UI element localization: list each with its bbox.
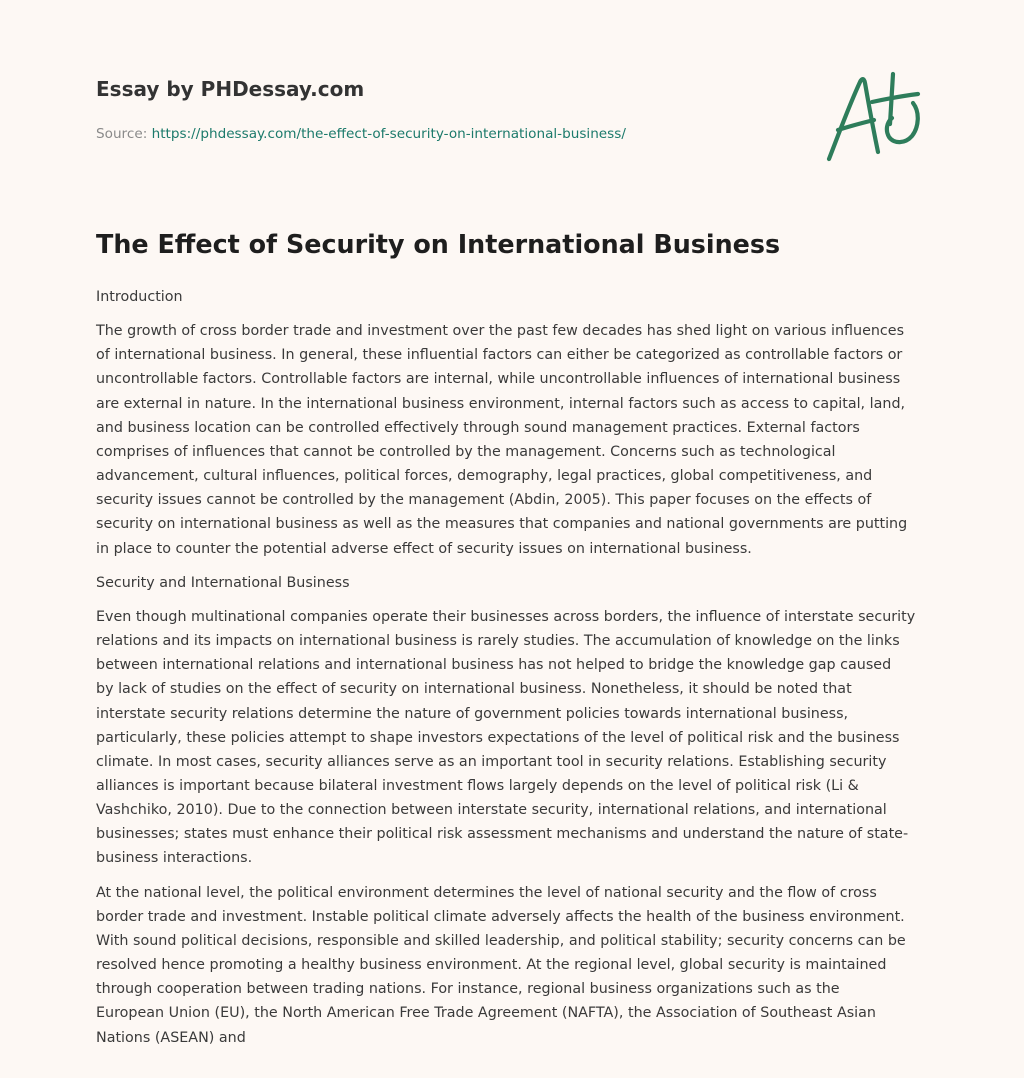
paragraph-line: At the national level, the political environment determines the level of national security and the flow of cross <box>96 884 877 901</box>
paragraph-line: advancement, cultural influences, political forces, demography, legal practices, global competitiveness, and <box>96 468 873 485</box>
source-link[interactable]: https://phdessay.com/the-effect-of-security-on-international-business/ <box>151 126 626 142</box>
paragraph-line: Vashchiko, 2010). Due to the connection between interstate security, international relations, and international <box>96 802 887 819</box>
paragraph-line: The growth of cross border trade and investment over the past few decades has shed light on various influences <box>96 323 905 340</box>
page-header <box>96 74 796 144</box>
paragraph-1 <box>96 319 936 561</box>
paragraph-line: Nations (ASEAN) and <box>96 1029 246 1046</box>
paragraph-line: European Union (EU), the North American Free Trade Agreement (NAFTA), the Association of Southeast Asian <box>96 1005 876 1022</box>
paragraph-line: uncontrollable factors. Controllable factors are internal, while uncontrollable influences of international business <box>96 371 901 388</box>
paragraph-line: and business location can be controlled effectively through sound management practices. External factors <box>96 419 860 436</box>
paragraph-line: by lack of studies on the effect of security on international business. Nonetheless, it should be noted that <box>96 681 852 698</box>
paragraph-line: security issues cannot be controlled by the management (Abdin, 2005). This paper focuses on the effects of <box>96 492 872 509</box>
paragraph-line: particularly, these policies attempt to shape investors expectations of the level of political risk and the business <box>96 729 900 746</box>
essay-body <box>96 285 936 1060</box>
paragraph-line: Even though multinational companies operate their businesses across borders, the influence of interstate security <box>96 608 916 625</box>
paragraph-line: in place to counter the potential adverse effect of security issues on international business. <box>96 540 752 557</box>
paragraph-line: interstate security relations determine the nature of government policies towards international business, <box>96 705 849 722</box>
paragraph-2 <box>96 605 936 871</box>
paragraph-line: are external in nature. In the international business environment, internal factors such as access to capital, land, <box>96 395 906 412</box>
paragraph-line: alliances is important because bilateral investment flows largely depends on the level of political risk (Li & <box>96 777 859 794</box>
paragraph-line: of international business. In general, these influential factors can either be categorized as controllable factors or <box>96 347 903 364</box>
paragraph-line: border trade and investment. Instable political climate adversely affects the health of the business environment. <box>96 908 905 925</box>
source-label: Source: <box>96 126 152 142</box>
paragraph-line: through cooperation between trading nations. For instance, regional business organizations such as the <box>96 981 840 998</box>
site-brand: Essay by PHDessay.com <box>96 77 365 101</box>
paragraph-line: businesses; states must enhance their political risk assessment mechanisms and understand the nature of state- <box>96 826 909 843</box>
paragraph-line: business interactions. <box>96 850 253 867</box>
paragraph-line: relations and its impacts on international business is rarely studies. The accumulation of knowledge on the links <box>96 633 900 650</box>
essay-title: The Effect of Security on International Business <box>96 229 781 259</box>
source-line <box>96 124 796 144</box>
paragraph-line: comprises of influences that cannot be controlled by the management. Concerns such as technological <box>96 443 836 460</box>
section-heading-introduction: Introduction <box>96 289 183 305</box>
paragraph-line: security on international business as well as the measures that companies and national governments are putting <box>96 516 908 533</box>
paragraph-line: between international relations and international business has not helped to bridge the knowledge gap caused <box>96 657 892 674</box>
paragraph-3 <box>96 881 936 1050</box>
section-heading-security: Security and International Business <box>96 574 350 591</box>
paragraph-line: climate. In most cases, security alliances serve as an important tool in security relations. Establishing security <box>96 753 887 770</box>
paragraph-line: resolved hence promoting a healthy business environment. At the regional level, global security is maintained <box>96 957 887 974</box>
paragraph-line: With sound political decisions, responsible and skilled leadership, and political stability; security concerns can be <box>96 932 906 949</box>
a-plus-grade-icon <box>822 66 928 166</box>
